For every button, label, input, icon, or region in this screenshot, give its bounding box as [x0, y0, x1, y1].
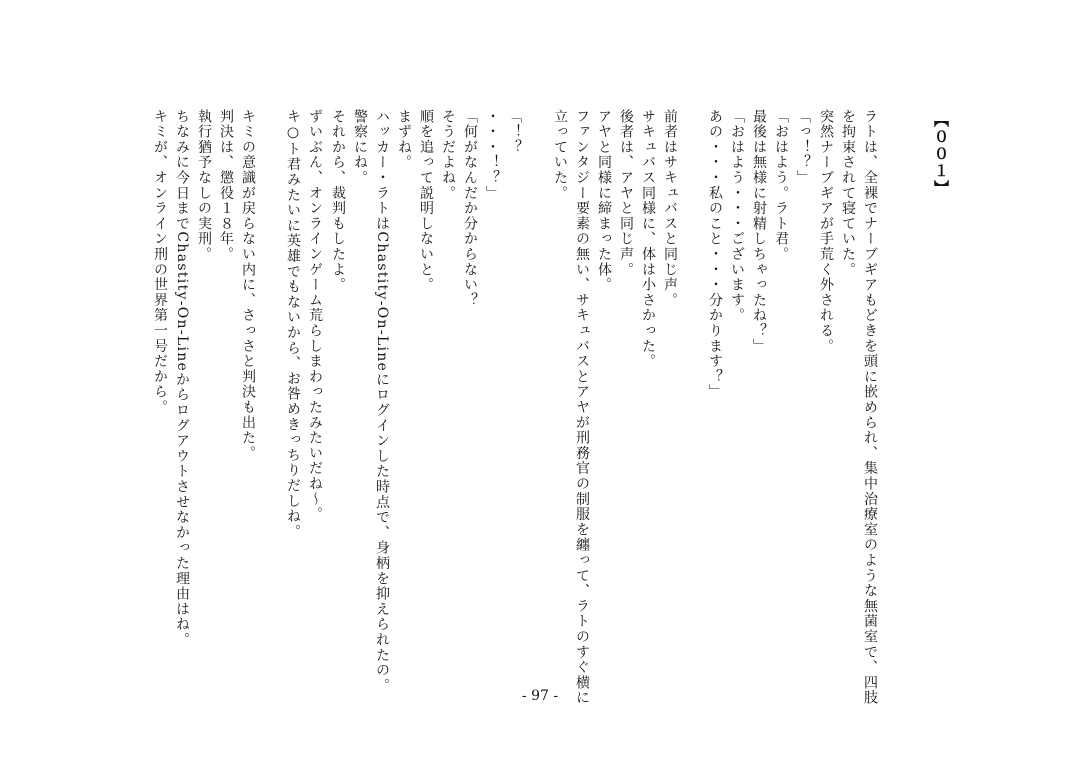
section-heading: 【００１】 — [932, 112, 950, 197]
text-line: 判決は、懲役１８年。 — [218, 109, 234, 262]
text-line: ちなみに今日までChastity-On-Lineからログアウトさせなかった理由はね。 — [174, 109, 190, 648]
text-line: 「！？ — [506, 109, 522, 155]
text-line: ファンタジー要素の無い、サキュバスとアヤが刑務官の制服を纏って、ラトのすぐ横に — [574, 109, 590, 706]
text-line: 前者はサキュバスと同じ声。 — [662, 109, 678, 308]
page-number: - 97 - — [521, 688, 559, 704]
text-line: それから、裁判もしたよ。 — [330, 109, 346, 293]
text-line: 執行猶予なしの実刑。 — [196, 109, 212, 262]
text-line: キミが、オンライン刑の世界第一号だから。 — [152, 109, 168, 415]
text-line: ずいぶん、オンラインゲーム荒らしまわったみたいだね～。 — [307, 109, 323, 523]
text-line: ラトは、全裸でナーブギアもどきを頭に嵌められ、集中治療室のような無菌室で、四肢 — [862, 109, 878, 706]
text-line: ・・・！？」 — [484, 109, 500, 201]
text-line: を拘束されて寝ていた。 — [840, 109, 856, 278]
text-line: まずね。 — [396, 109, 412, 171]
text-line: サキュバス同様に、体は小さかった。 — [640, 109, 656, 370]
text-line: 「おはよう・・・ございます。 — [729, 109, 745, 324]
text-line: そうだよね。 — [440, 109, 456, 201]
text-line: 「何がなんだか分からない？ — [462, 109, 478, 308]
text-line: キミの意識が戻らない内に、さっさと判決も出た。 — [240, 109, 256, 461]
text-line: 警察にね。 — [352, 109, 368, 186]
text-line: あの・・・私のこと・・・分かります？」 — [707, 109, 723, 400]
text-line: キ○ト君みたいに英雄でもないから、お咎めきっちりだしね。 — [285, 109, 301, 540]
text-line: 突然ナーブギアが手荒く外される。 — [818, 109, 834, 354]
text-line: 「っ！？」 — [795, 109, 811, 186]
text-line: 順を追って説明しないと。 — [418, 109, 434, 293]
text-line: 最後は無様に射精しちゃったね？」 — [751, 109, 767, 354]
text-line: 後者は、アヤと同じ声。 — [618, 109, 634, 278]
text-line: アヤと同様に締まった体。 — [596, 109, 612, 293]
text-line: ハッカー・ラトはChastity-On-Lineにログインした時点で、身柄を抑えられたの。 — [374, 109, 390, 694]
text-line: 立っていた。 — [552, 109, 568, 201]
text-line: 「おはよう。ラト君。 — [773, 109, 789, 262]
